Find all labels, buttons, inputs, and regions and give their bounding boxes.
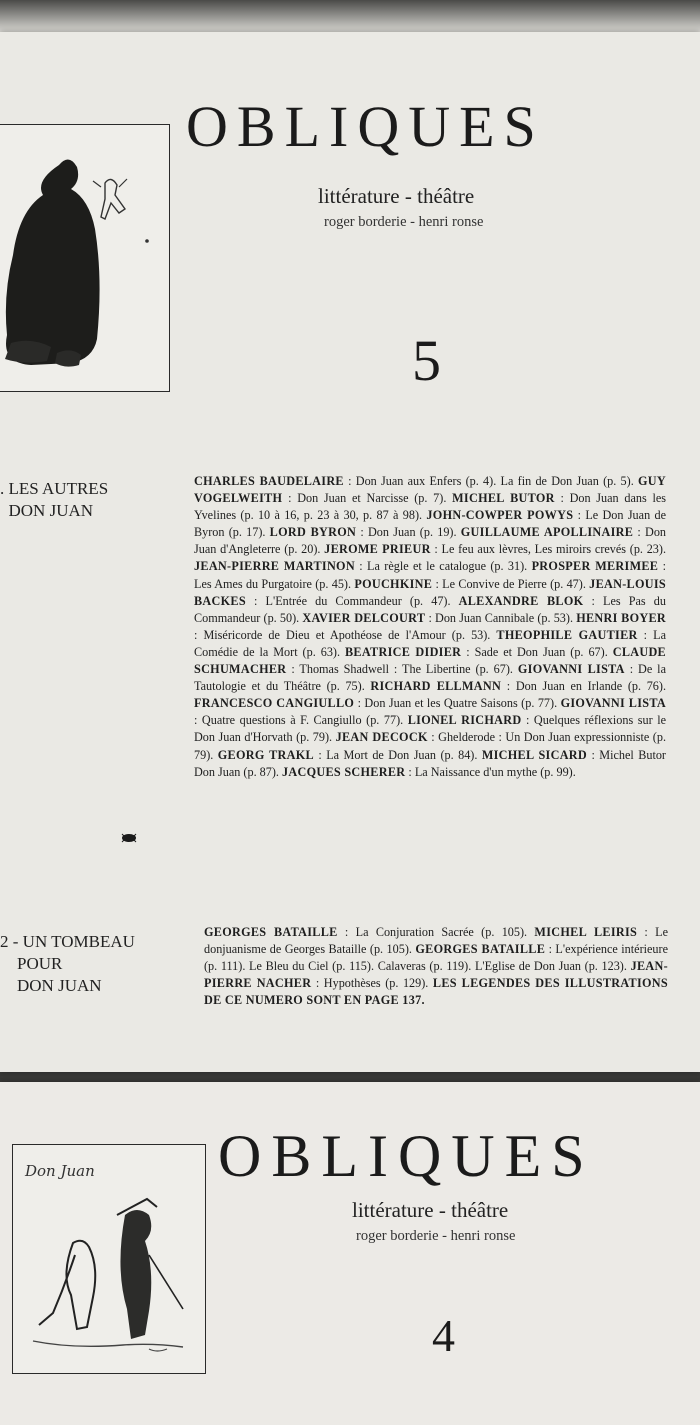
entry-author: JEAN-PIERRE NACHER bbox=[204, 959, 668, 991]
entry-author: JEAN-PIERRE MARTINON bbox=[194, 559, 355, 574]
entry-works: : Don Juan Cannibale (p. 53). bbox=[425, 610, 577, 625]
entry-works: : L'Entrée du Commandeur (p. 47). bbox=[245, 593, 459, 608]
entry-author: GEORGES BATAILLE bbox=[415, 942, 546, 957]
entry-works: : Le feu aux lèvres, Les miroirs crevés (p. 23). bbox=[430, 542, 666, 557]
entry-works: : Don Juan en Irlande (p. 76). bbox=[501, 679, 666, 694]
issue-number: 5 bbox=[412, 328, 441, 393]
entry-author: CLAUDE SCHUMACHER bbox=[194, 644, 666, 677]
entry-author: JEROME PRIEUR bbox=[324, 542, 431, 557]
masthead-editors: roger borderie - henri ronse bbox=[356, 1228, 516, 1244]
section-title-les-autres-don-juan: . LES AUTRES DON JUAN bbox=[0, 479, 109, 520]
entry-author: JEAN DECOCK bbox=[335, 730, 428, 745]
entry-works: : Le Don Juan de Byron (p. 17). bbox=[194, 508, 666, 540]
section-1-entries bbox=[194, 473, 666, 781]
figure-drawing-icon bbox=[0, 125, 169, 391]
entry-works: : Le donjuanisme de Georges Bataille (p. 105). bbox=[204, 925, 668, 957]
entry-works: : Quelques réflexions sur le Don Juan d'Horvath (p. 79). bbox=[194, 713, 666, 745]
entry-author: LES LEGENDES DES ILLUSTRATIONS DE CE NUMERO SONT EN PAGE 137. bbox=[204, 976, 668, 1008]
entry-author: LORD BYRON bbox=[269, 525, 357, 540]
entry-works: : La Comédie de la Mort (p. 63). bbox=[194, 627, 666, 659]
entry-works: : Miséricorde de Dieu et Apothéose de l'Amour (p. 53). bbox=[194, 627, 497, 642]
cover-illustration bbox=[0, 124, 170, 392]
entry-author: GEORGES BATAILLE bbox=[204, 925, 338, 939]
entry-works: : Ghelderode : Un Don Juan expressionniste (p. 79). bbox=[194, 730, 666, 762]
entry-author: JEAN-LOUIS BACKES bbox=[194, 576, 666, 608]
entry-author: XAVIER DELCOURT bbox=[302, 610, 426, 625]
entry-works: : Michel Butor Don Juan (p. 87). bbox=[194, 747, 666, 779]
entry-author: THEOPHILE GAUTIER bbox=[496, 627, 638, 642]
entry-works: : La règle et le catalogue (p. 31). bbox=[354, 559, 532, 574]
entry-author: GEORG TRAKL bbox=[217, 747, 314, 762]
entry-works: : Le Convive de Pierre (p. 47). bbox=[432, 576, 590, 591]
insect-speck-icon bbox=[118, 830, 140, 846]
entry-author: LIONEL RICHARD bbox=[407, 713, 522, 728]
masthead-editors: roger borderie - henri ronse bbox=[324, 214, 484, 230]
entry-works: : Sade et Don Juan (p. 67). bbox=[461, 644, 613, 659]
entry-author: BEATRICE DIDIER bbox=[345, 644, 462, 659]
issue-4-cover bbox=[0, 1082, 700, 1425]
masthead-subtitle: littérature - théâtre bbox=[318, 184, 475, 208]
entry-author: GUY VOGELWEITH bbox=[194, 474, 666, 506]
entry-author: PROSPER MERIMEE bbox=[531, 559, 659, 574]
entry-author: JOHN-COWPER POWYS bbox=[426, 508, 574, 523]
entry-author: GIOVANNI LISTA bbox=[560, 696, 666, 711]
issue-5-cover bbox=[0, 32, 700, 1072]
section-title-un-tombeau-pour-don-juan: 2 - UN TOMBEAU POUR DON JUAN bbox=[0, 932, 135, 995]
entry-works: : Don Juan et les Quatre Saisons (p. 77). bbox=[354, 696, 561, 711]
entry-author: HENRI BOYER bbox=[576, 610, 666, 625]
entry-author: MICHEL BUTOR bbox=[452, 491, 555, 506]
masthead-title: OBLIQUES bbox=[218, 1123, 595, 1189]
entry-author: CHARLES BAUDELAIRE bbox=[194, 474, 344, 488]
masthead-title: OBLIQUES bbox=[186, 94, 545, 159]
entry-works: : Don Juan d'Angleterre (p. 20). bbox=[194, 525, 666, 557]
entry-works: : Don Juan dans les Yvelines (p. 10 à 16, p. 23 à 30, p. 87 à 98). bbox=[194, 491, 666, 523]
entry-author: MICHEL LEIRIS bbox=[534, 925, 638, 939]
entry-author: RICHARD ELLMANN bbox=[370, 679, 502, 694]
entry-works: : Thomas Shadwell : The Libertine (p. 67). bbox=[286, 662, 518, 677]
entry-works: : La Naissance d'un mythe (p. 99). bbox=[405, 764, 576, 779]
entry-works: : La Mort de Don Juan (p. 84). bbox=[313, 747, 482, 762]
masthead-subtitle: littérature - théâtre bbox=[352, 1198, 509, 1222]
cover-illustration bbox=[12, 1144, 206, 1374]
entry-works: : Hypothèses (p. 129). bbox=[311, 976, 433, 991]
entry-works: : Don Juan et Narcisse (p. 7). bbox=[282, 491, 453, 506]
entry-works: : Les Ames du Purgatoire (p. 45). bbox=[194, 559, 666, 591]
entry-works: : L'expérience intérieure (p. 111). Le Bleu du Ciel (p. 115). Calaveras (p. 119). L'Eglise de Don Juan (p. 123). bbox=[204, 942, 668, 974]
issue-number: 4 bbox=[432, 1310, 455, 1361]
entry-works: : La Conjuration Sacrée (p. 105). bbox=[337, 925, 535, 939]
entry-works: : Les Pas du Commandeur (p. 50). bbox=[194, 593, 666, 625]
entry-works: : De la Tautologie et du Théâtre (p. 75). bbox=[194, 662, 666, 694]
section-2-entries bbox=[204, 924, 668, 1009]
entry-author: GIOVANNI LISTA bbox=[517, 662, 625, 677]
entry-works: : Quatre questions à F. Cangiullo (p. 77). bbox=[194, 713, 408, 728]
entry-works: : Don Juan aux Enfers (p. 4). La fin de Don Juan (p. 5). bbox=[343, 474, 639, 488]
entry-author: POUCHKINE bbox=[354, 576, 433, 591]
entry-works: : Don Juan (p. 19). bbox=[356, 525, 461, 540]
entry-author: JACQUES SCHERER bbox=[282, 764, 406, 779]
entry-author: GUILLAUME APOLLINAIRE bbox=[460, 525, 634, 540]
entry-author: ALEXANDRE BLOK bbox=[458, 593, 584, 608]
background-edge bbox=[0, 0, 700, 32]
entry-author: FRANCESCO CANGIULLO bbox=[194, 696, 355, 711]
entry-author: MICHEL SICARD bbox=[481, 747, 588, 762]
illustration-caption: Don Juan bbox=[25, 1162, 95, 1180]
